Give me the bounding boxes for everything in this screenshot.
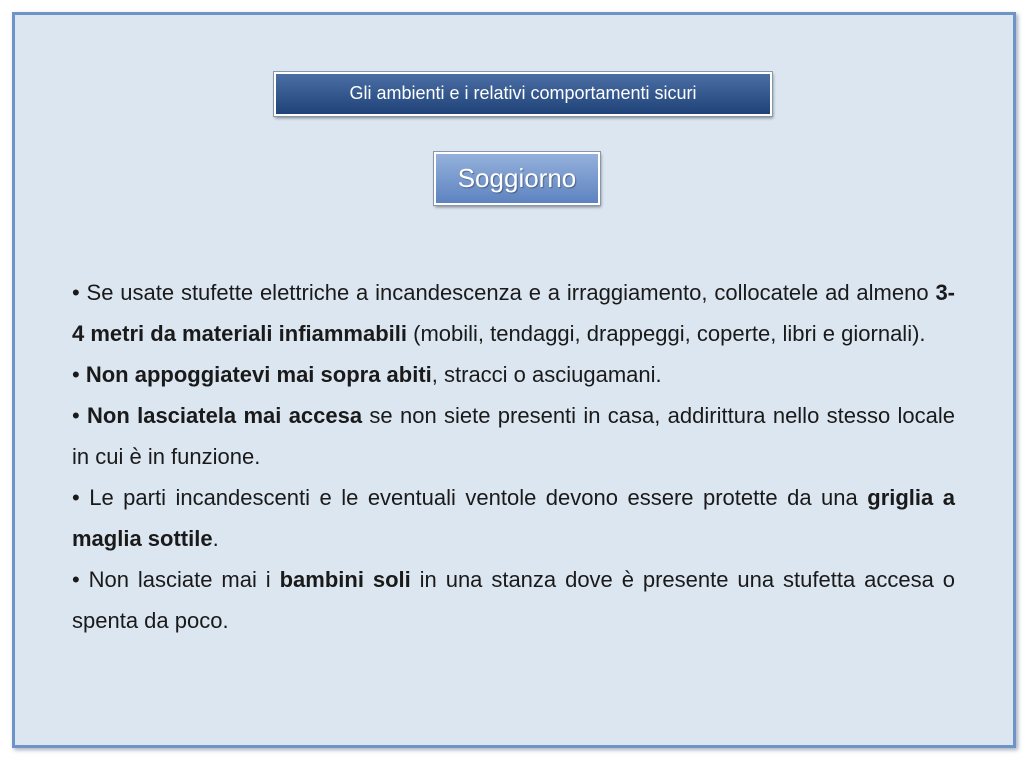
bullet-item-4 (72, 477, 955, 559)
bullet-emphasis: Non lasciatela mai accesa (87, 403, 363, 428)
bullet-marker: • (72, 403, 80, 428)
bullet-marker: • (72, 485, 80, 510)
bullet-list (72, 272, 955, 641)
slide-title-box (274, 72, 772, 116)
bullet-item-1 (72, 272, 955, 354)
bullet-marker: • (72, 280, 80, 305)
bullet-text: se non siete presenti in casa, addirittura nello stesso locale in cui è in funzione. (72, 403, 955, 469)
bullet-item-3 (72, 395, 955, 477)
bullet-text: , stracci o asciugamani. (431, 362, 662, 387)
bullet-emphasis: Non appoggiatevi mai sopra abiti (85, 362, 432, 387)
bullet-text: in una stanza dove è presente una stufetta accesa o spenta da poco. (72, 567, 955, 633)
bullet-text: Se usate stufette elettriche a incandescenza e a irraggiamento, collocatele ad almeno (86, 280, 936, 305)
bullet-text: Non lasciate mai i (88, 567, 280, 592)
bullet-marker: • (72, 362, 80, 387)
bullet-item-2 (72, 354, 955, 395)
bullet-emphasis: bambini soli (279, 567, 411, 592)
bullet-text: . (212, 526, 219, 551)
section-title: Soggiorno (457, 163, 577, 193)
bullet-item-5 (72, 559, 955, 641)
bullet-text: (mobili, tendaggi, drappeggi, coperte, libri e giornali). (407, 321, 926, 346)
bullet-marker: • (72, 567, 80, 592)
slide-frame (12, 12, 1016, 748)
bullet-emphasis: griglia a maglia sottile (72, 485, 955, 551)
slide-title: Gli ambienti e i relativi comportamenti sicuri (349, 82, 697, 103)
section-title-box (434, 152, 600, 205)
bullet-emphasis: 3-4 metri da materiali infiammabili (72, 280, 955, 346)
bullet-text: Le parti incandescenti e le eventuali ventole devono essere protette da una (89, 485, 868, 510)
